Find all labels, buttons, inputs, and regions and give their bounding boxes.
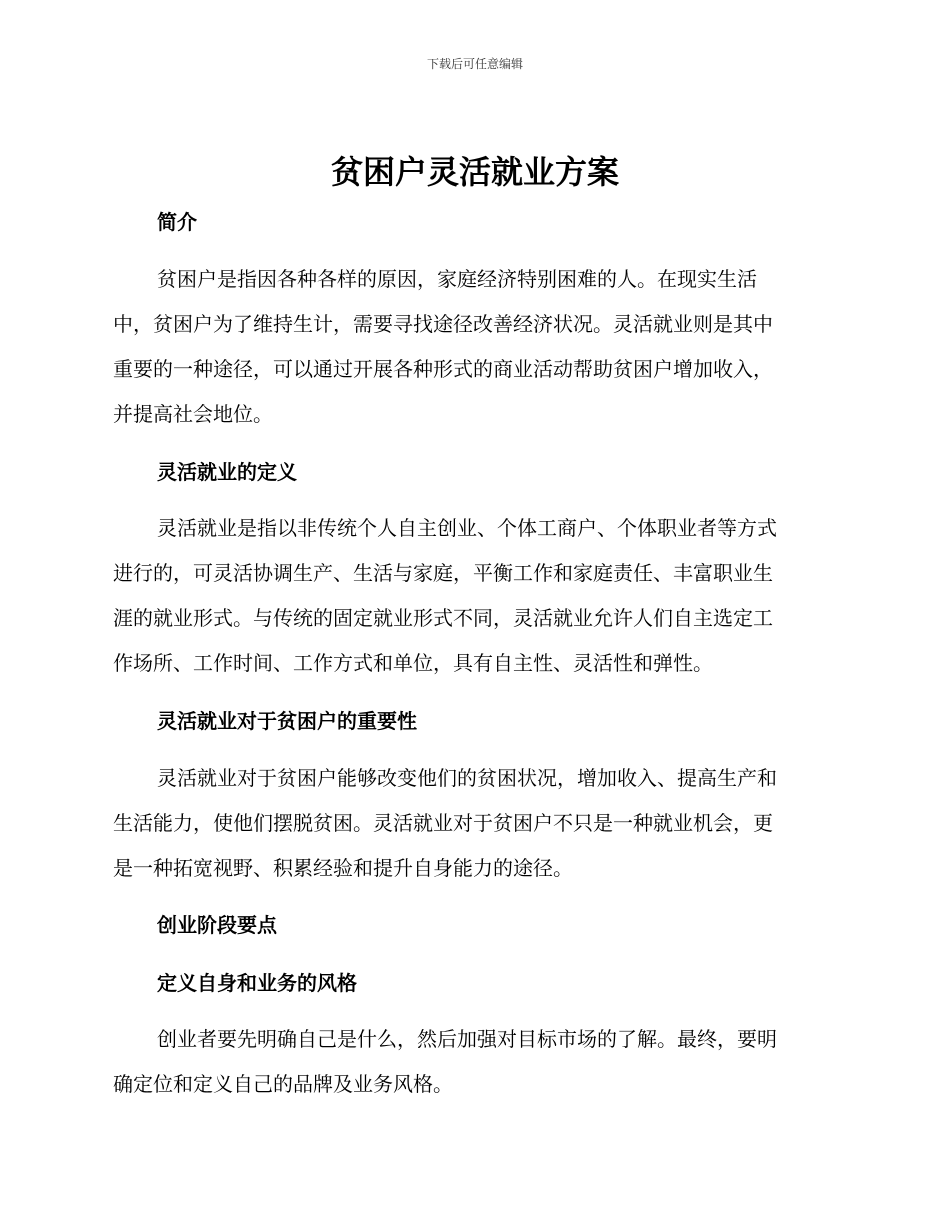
paragraph-line: 创业者要先明确自己是什么，然后加强对目标市场的了解。最终，要明 [157,1027,777,1051]
paragraph-line: 作场所、工作时间、工作方式和单位，具有自主性、灵活性和弹性。 [113,651,713,675]
paragraph-line: 进行的，可灵活协调生产、生活与家庭，平衡工作和家庭责任、丰富职业生 [113,561,773,585]
paragraph-line: 是一种拓宽视野、积累经验和提升自身能力的途径。 [113,856,573,880]
paragraph-line: 并提高社会地位。 [113,402,273,426]
section-heading-style: 定义自身和业务的风格 [157,971,357,995]
paragraph-line: 贫困户是指因各种各样的原因，家庭经济特别困难的人。在现实生活 [157,267,757,291]
header-note: 下载后可任意编辑 [426,57,523,71]
page-title: 贫困户灵活就业方案 [330,153,619,191]
paragraph-line: 重要的一种途径，可以通过开展各种形式的商业活动帮助贫困户增加收入， [113,357,773,381]
paragraph-line: 中，贫困户为了维持生计，需要寻找途径改善经济状况。灵活就业则是其中 [113,312,773,336]
paragraph-line: 灵活就业对于贫困户能够改变他们的贫困状况，增加收入、提高生产和 [157,766,777,790]
section-heading-intro: 简介 [157,210,197,234]
section-heading-definition: 灵活就业的定义 [157,460,297,484]
paragraph-line: 灵活就业是指以非传统个人自主创业、个体工商户、个体职业者等方式 [157,516,777,540]
paragraph-line: 生活能力，使他们摆脱贫困。灵活就业对于贫困户不只是一种就业机会，更 [113,811,773,835]
paragraph-line: 确定位和定义自己的品牌及业务风格。 [113,1072,453,1096]
section-heading-startup-points: 创业阶段要点 [157,913,277,937]
section-paragraph-importance [113,756,829,891]
paragraph-line: 涯的就业形式。与传统的固定就业形式不同，灵活就业允许人们自主选定工 [113,606,773,630]
section-heading-importance: 灵活就业对于贫困户的重要性 [157,709,417,733]
section-paragraph-style [113,1017,829,1107]
section-paragraph-intro [113,257,829,437]
section-paragraph-definition [113,506,829,686]
